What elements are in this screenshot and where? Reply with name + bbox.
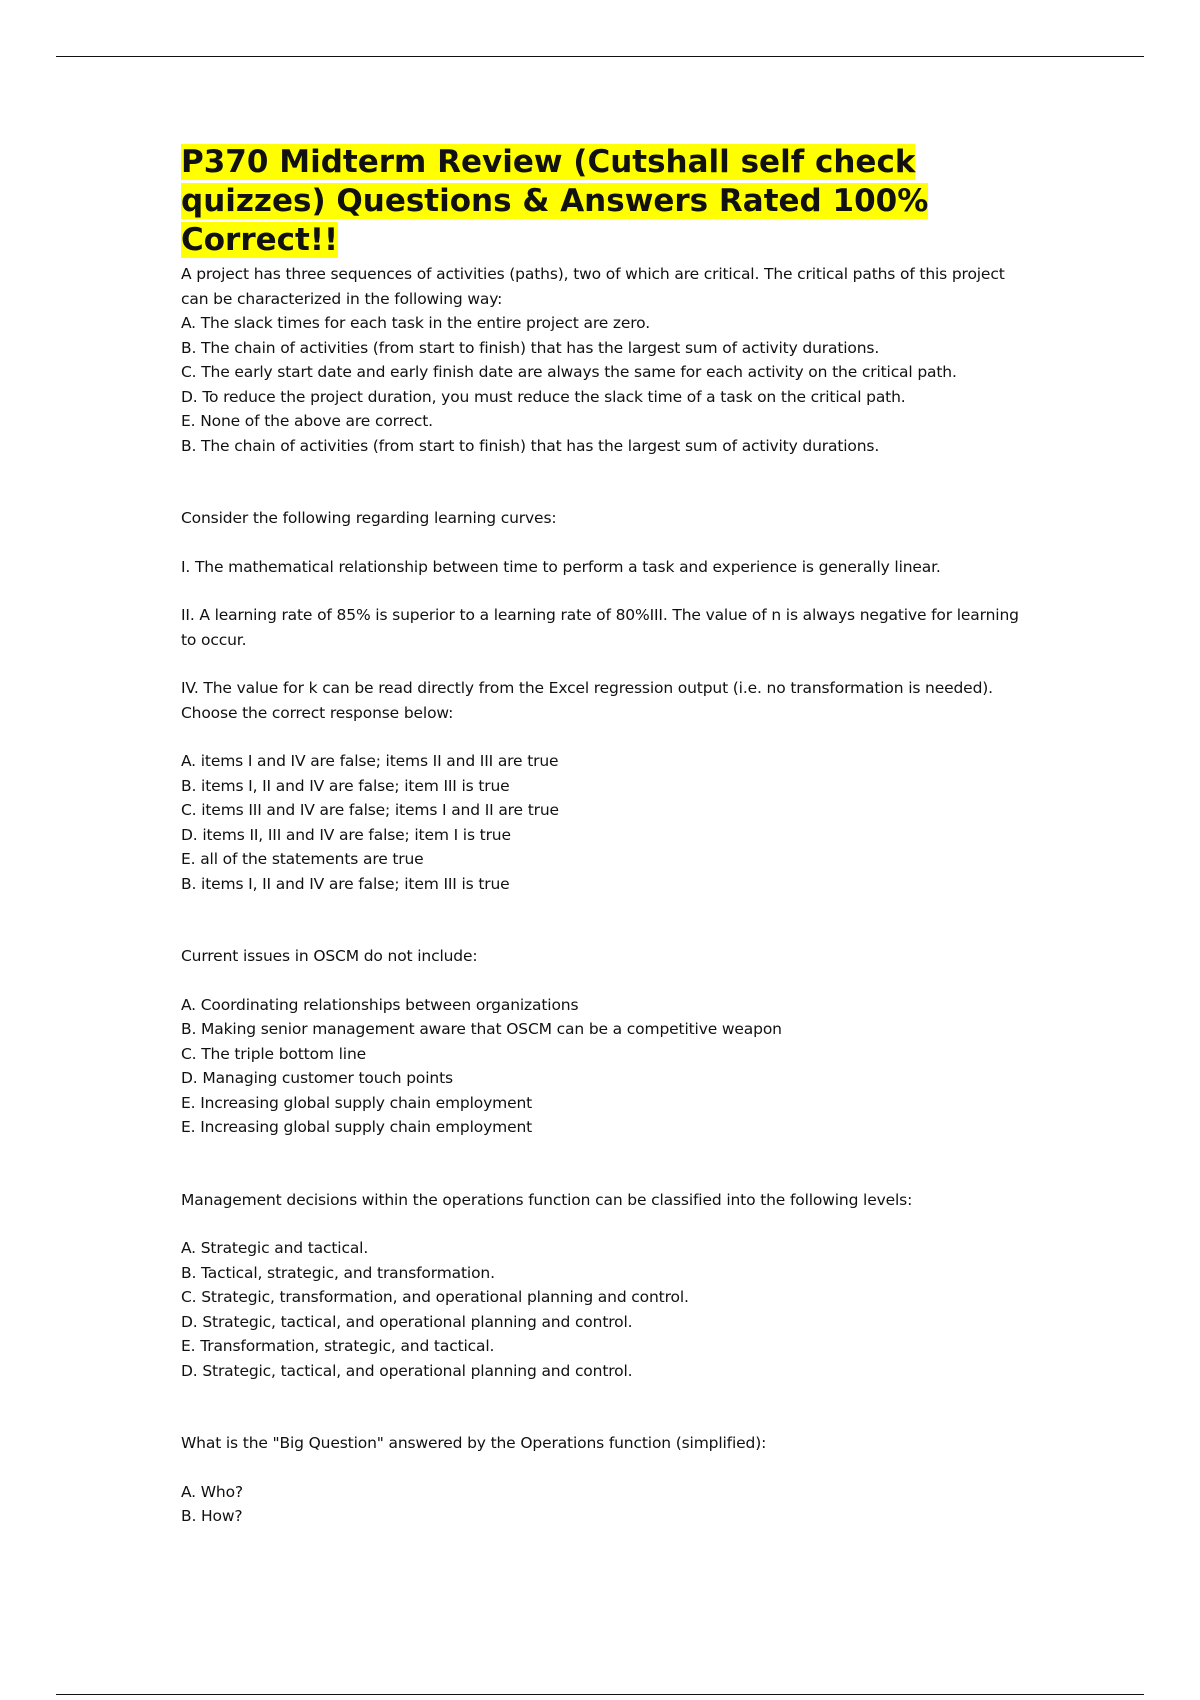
question-block — [181, 1431, 1021, 1529]
answer-option: E. Increasing global supply chain employment — [181, 1093, 533, 1112]
question-block — [181, 1188, 1021, 1384]
question-block — [181, 506, 1021, 896]
answer-option: D. Managing customer touch points — [181, 1069, 453, 1087]
answer-option: D. Strategic, tactical, and operational planning and control. — [181, 1312, 633, 1331]
answer-option: C. items III and IV are false; items I and II are true — [181, 801, 559, 819]
answer-option: E. Transformation, strategic, and tactical. — [181, 1337, 495, 1355]
correct-answer: B. items I, II and IV are false; item III is true — [181, 874, 510, 893]
correct-answer: B. The chain of activities (from start to finish) that has the largest sum of activity durations. — [181, 436, 880, 455]
answer-option: B. Tactical, strategic, and transformation. — [181, 1263, 495, 1282]
question-block — [181, 944, 1021, 1140]
question-stem: Management decisions within the operations function can be classified into the following levels: — [181, 1190, 913, 1209]
answer-option: E. None of the above are correct. — [181, 412, 433, 430]
answer-option: A. items I and IV are false; items II and III are true — [181, 752, 559, 770]
answer-option: C. The early start date and early finish date are always the same for each activity on the critical path. — [181, 363, 957, 381]
answer-option: A. Who? — [181, 1482, 243, 1501]
answer-option: C. The triple bottom line — [181, 1044, 367, 1063]
answer-option: C. Strategic, transformation, and operational planning and control. — [181, 1288, 689, 1306]
answer-option: B. items I, II and IV are false; item III is true — [181, 776, 510, 795]
footer-rule — [56, 1694, 1144, 1695]
correct-answer: D. Strategic, tactical, and operational planning and control. — [181, 1361, 633, 1380]
statement: II. A learning rate of 85% is superior to a learning rate of 80%III. The value of n is always negative for learning to occur. — [181, 606, 1019, 649]
document-title — [181, 143, 1021, 260]
correct-answer: E. Increasing global supply chain employment — [181, 1118, 533, 1136]
answer-option: B. Making senior management aware that OSCM can be a competitive weapon — [181, 1020, 782, 1038]
question-stem: What is the "Big Question" answered by the Operations function (simplified): — [181, 1434, 767, 1452]
answer-option: E. all of the statements are true — [181, 850, 424, 868]
question-stem: Consider the following regarding learning curves: — [181, 509, 557, 527]
answer-option: D. To reduce the project duration, you must reduce the slack time of a task on the critical path. — [181, 387, 906, 406]
question-stem: A project has three sequences of activities (paths), two of which are critical. The critical paths of this project can be characterized in the following way: — [181, 265, 1005, 308]
answer-option: B. The chain of activities (from start to finish) that has the largest sum of activity durations. — [181, 338, 880, 357]
statement: IV. The value for k can be read directly from the Excel regression output (i.e. no transformation is needed). Choose the correct response below: — [181, 679, 993, 722]
title-highlight: P370 Midterm Review (Cutshall self check quizzes) Questions & Answers Rated 100% Correct!! — [181, 144, 929, 258]
answer-option: A. Strategic and tactical. — [181, 1239, 369, 1257]
question-block — [181, 262, 1021, 458]
answer-option: D. items II, III and IV are false; item I is true — [181, 825, 511, 844]
answer-option: B. How? — [181, 1507, 243, 1525]
statement: I. The mathematical relationship between time to perform a task and experience is generally linear. — [181, 557, 941, 576]
answer-option: A. The slack times for each task in the entire project are zero. — [181, 314, 650, 332]
header-rule — [56, 56, 1144, 57]
question-stem: Current issues in OSCM do not include: — [181, 947, 478, 965]
answer-option: A. Coordinating relationships between organizations — [181, 995, 579, 1014]
document-body — [181, 143, 1021, 1529]
